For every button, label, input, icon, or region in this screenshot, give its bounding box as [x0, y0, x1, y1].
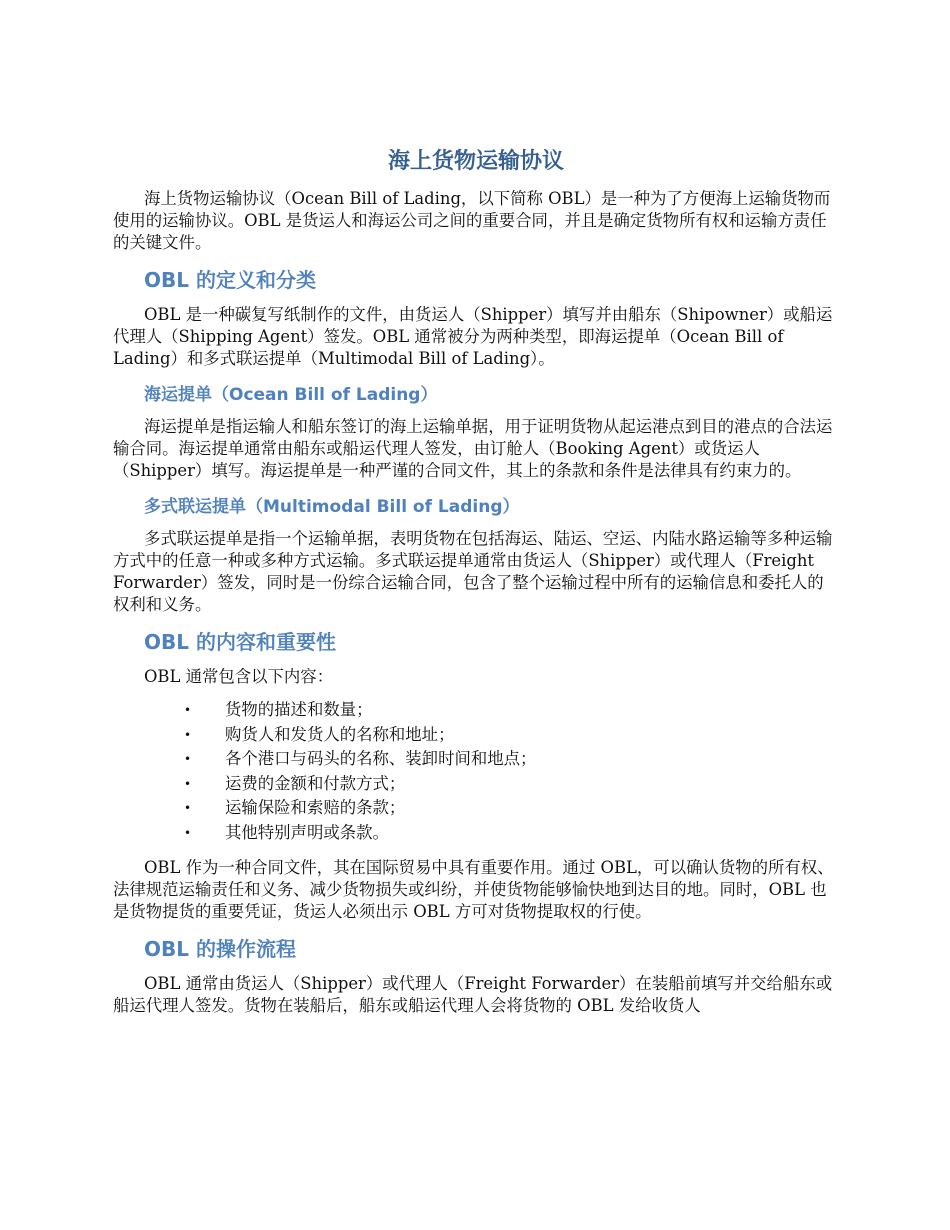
list-item: [113, 796, 839, 821]
section-heading-content: OBL 的内容和重要性: [144, 630, 336, 654]
list-item-text: 其他特别声明或条款。: [225, 822, 389, 842]
subsection-heading-ocean: 海运提单（Ocean Bill of Lading）: [144, 385, 438, 405]
content-list: [113, 698, 839, 845]
list-item-text: 货物的描述和数量；: [225, 700, 373, 719]
bullet-icon: •: [184, 727, 192, 742]
list-item: [113, 772, 839, 797]
bullet-icon: •: [184, 703, 192, 717]
list-item: [113, 747, 839, 772]
process-paragraph: OBL 通常由货运人（Shipper）或代理人（Freight Forwarder）在装船前填写并交给船东或船运代理人签发。货物在装船后，船东或船运代理人会将货物的 OBL 发给收货人: [113, 974, 833, 1015]
document-title: 海上货物运输协议: [387, 149, 564, 174]
multimodal-paragraph: 多式联运提单是指一个运输单据，表明货物在包括海运、陆运、空运、内陆水路运输等多种运输方式中的任意一种或多种方式运输。多式联运提单通常由货运人（Shipper）或代理人（Freight Forwarder）签发，同时是一份综合运输合同，包含了整个运输过程中所有的运输信息和委托人的权利和义务。: [113, 529, 833, 614]
definition-paragraph: OBL 是一种碳复写纸制作的文件，由货运人（Shipper）填写并由船东（Shipowner）或船运代理人（Shipping Agent）签发。OBL 通常被分为两种类型，即海运提单（Ocean Bill of Lading）和多式联运提单（Multimodal Bill of Lading）。: [113, 305, 833, 368]
section-heading-process: OBL 的操作流程: [144, 937, 296, 961]
list-item: [113, 821, 839, 846]
list-item-text: 购货人和发货人的名称和地址；: [225, 724, 455, 744]
bullet-icon: •: [184, 752, 192, 766]
content-intro: OBL 通常包含以下内容：: [144, 667, 334, 686]
bullet-icon: •: [184, 825, 192, 840]
ocean-paragraph: 海运提单是指运输人和船东签订的海上运输单据，用于证明货物从起运港点到目的港点的合法运输合同。海运提单通常由船东或船运代理人签发，由订舱人（Booking Agent）或货运人（Shipper）填写。海运提单是一种严谨的合同文件，其上的条款和条件是法律具有约束力的。: [113, 417, 833, 480]
list-item-text: 各个港口与码头的名称、装卸时间和地点；: [225, 749, 537, 768]
list-item-text: 运输保险和索赔的条款；: [225, 798, 406, 817]
importance-paragraph: OBL 作为一种合同文件，其在国际贸易中具有重要作用。通过 OBL，可以确认货物的所有权、法律规范运输责任和义务、减少货物损失或纠纷，并使货物能够愉快地到达目的地。同时，OBL 也是货物提货的重要凭证，货运人必须出示 OBL 方可对货物提取权的行使。: [113, 858, 834, 921]
bullet-icon: •: [184, 776, 192, 791]
document-page: [113, 146, 839, 1017]
list-item-text: 运费的金额和付款方式；: [225, 773, 406, 793]
subsection-heading-multimodal: 多式联运提单（Multimodal Bill of Lading）: [144, 497, 520, 517]
list-item: [113, 723, 839, 748]
bullet-icon: •: [184, 801, 192, 815]
intro-paragraph: 海上货物运输协议（Ocean Bill of Lading，以下简称 OBL）是一种为了方便海上运输货物而使用的运输协议。OBL 是货运人和海运公司之间的重要合同，并且是确定货物所有权和运输方责任的关键文件。: [113, 189, 831, 252]
list-item: [113, 698, 839, 723]
section-heading-definition: OBL 的定义和分类: [144, 268, 316, 292]
